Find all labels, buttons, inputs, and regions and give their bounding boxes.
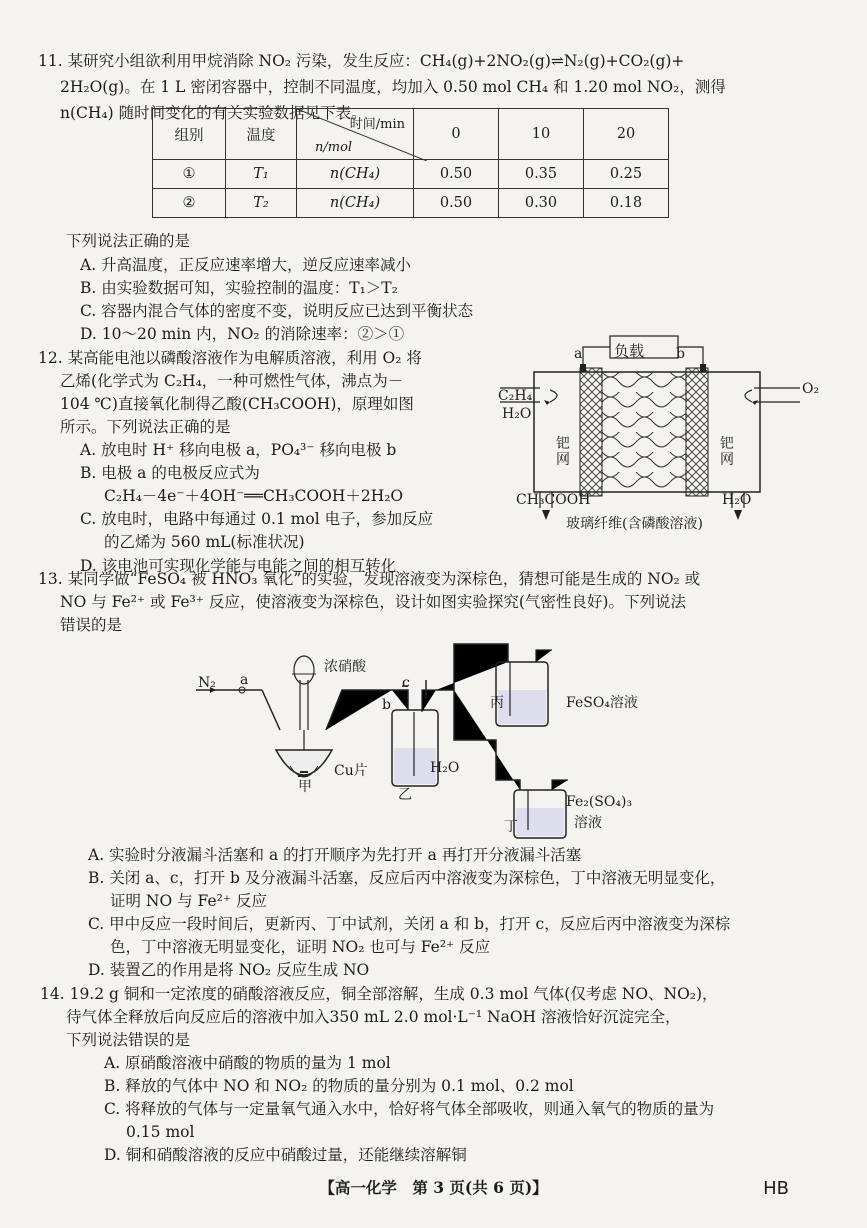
- q14-option-b: B. 释放的气体中 NO 和 NO₂ 的物质的量分别为 0.1 mol、0.2 mol: [104, 1077, 574, 1095]
- flask-jia-label: 甲: [298, 779, 312, 795]
- pd-mesh-left-label: 钯网: [556, 436, 570, 469]
- valve-b-label: b: [382, 697, 391, 713]
- q11-option-b: B. 由实验数据可知，实验控制的温度：T₁＞T₂: [80, 279, 398, 297]
- q12-line2: 乙烯(化学式为 C₂H₄，一种可燃性气体，沸点为－: [60, 372, 404, 390]
- table-time-20: 20: [584, 109, 669, 160]
- feso4-label: FeSO₄溶液: [566, 695, 638, 711]
- q13-option-a: A. 实验时分液漏斗活塞和 a 的打开顺序为先打开 a 再打开分液漏斗活塞: [88, 846, 582, 864]
- row-value: 0.18: [584, 189, 669, 218]
- row-id: ①: [153, 160, 226, 189]
- q13-option-b: B. 关闭 a、c，打开 b 及分液漏斗活塞，反应后丙中溶液变为深棕色，丁中溶液无明显变化，: [88, 869, 726, 887]
- water-out-label: H₂O: [722, 492, 752, 508]
- q14-option-c: C. 将释放的气体与一定量氧气通入水中，恰好将气体全部吸收，则通入氧气的物质的量为: [104, 1100, 715, 1118]
- row-qty: n(CH₄): [297, 160, 414, 189]
- q12-option-d: D. 该电池可实现化学能与电能之间的相互转化: [80, 557, 397, 575]
- q13-option-c: C. 甲中反应一段时间后，更新丙、丁中试剂，关闭 a 和 b，打开 c，反应后丙中溶液变为深棕: [88, 915, 731, 933]
- q11-line2: 2H₂O(g)。在 1 L 密闭容器中，控制不同温度，均加入 0.50 mol CH₄ 和 1.20 mol NO₂，测得: [60, 78, 726, 96]
- electrode-a-label: a: [574, 346, 583, 362]
- q14-option-d: D. 铜和硝酸溶液的反应中硝酸过量，还能继续溶解铜: [104, 1146, 467, 1164]
- glass-fiber-caption: 玻璃纤维(含磷酸溶液): [566, 516, 703, 532]
- q13-option-b-cont: 证明 NO 与 Fe²⁺ 反应: [110, 892, 267, 910]
- bottle-bing-label: 丙: [490, 695, 504, 711]
- table-time-10: 10: [499, 109, 584, 160]
- q14-option-a: A. 原硝酸溶液中硝酸的物质的量为 1 mol: [104, 1054, 391, 1072]
- q12-option-a: A. 放电时 H⁺ 移向电极 a，PO₄³⁻ 移向电极 b: [80, 441, 397, 459]
- row-value: 0.50: [414, 160, 499, 189]
- table-row: [153, 189, 669, 218]
- q11-option-d: D. 10～20 min 内，NO₂ 的消除速率：②＞①: [80, 325, 405, 343]
- oxygen-label: O₂: [802, 381, 820, 397]
- row-id: ②: [153, 189, 226, 218]
- electrode-b-label: b: [676, 346, 685, 362]
- conc-nitric-acid-label: 浓硝酸: [324, 659, 366, 675]
- q13-option-c-cont: 色，丁中溶液无明显变化，证明 NO₂ 也可与 Fe²⁺ 反应: [110, 938, 491, 956]
- water-label: H₂O: [430, 760, 460, 776]
- apparatus-diagram: [196, 640, 656, 840]
- q13-option-d: D. 装置乙的作用是将 NO₂ 反应生成 NO: [88, 961, 370, 979]
- q12-option-b-equation: C₂H₄－4e⁻＋4OH⁻══CH₃COOH＋2H₂O: [104, 487, 404, 505]
- row-value: 0.35: [499, 160, 584, 189]
- q12-option-c: C. 放电时，电路中每通过 0.1 mol 电子，参加反应: [80, 510, 434, 528]
- table-header-unit: n/mol: [315, 140, 353, 155]
- ethylene-label: C₂H₄: [498, 388, 533, 404]
- corner-code: HB: [763, 1178, 789, 1199]
- q11-data-table: [152, 108, 669, 218]
- row-value: 0.25: [584, 160, 669, 189]
- table-header-time: 时间/min: [349, 117, 405, 132]
- copper-label: Cu片: [334, 763, 368, 779]
- load-label: 负载: [614, 342, 645, 360]
- q14-line2: 待气体全释放后向反应后的溶液中加入350 mL 2.0 mol·L⁻¹ NaOH 溶液恰好沉淀完全，: [66, 1008, 681, 1026]
- q11-line3: n(CH₄) 随时间变化的有关实验数据见下表。: [60, 104, 367, 122]
- q11-line1: 11. 某研究小组欲利用甲烷消除 NO₂ 污染，发生反应：CH₄(g)+2NO₂(g)⇌N₂(g)+CO₂(g)+: [38, 52, 685, 70]
- bottle-ding-label: 丁: [504, 819, 518, 835]
- acetic-acid-out-label: CH₃COOH: [516, 492, 591, 508]
- q11-option-c: C. 容器内混合气体的密度不变，说明反应已达到平衡状态: [80, 302, 474, 320]
- row-value: 0.30: [499, 189, 584, 218]
- q14-line1: 14. 19.2 g 铜和一定浓度的硝酸溶液反应，铜全部溶解，生成 0.3 mol 气体(仅考虑 NO、NO₂)，: [40, 985, 718, 1003]
- table-header-group: 组别: [153, 109, 226, 160]
- fe2so43-label: Fe₂(SO₄)₃: [566, 794, 633, 810]
- q12-option-c-cont: 的乙烯为 560 mL(标准状况): [104, 533, 305, 551]
- q13-line2: NO 与 Fe²⁺ 或 Fe³⁺ 反应，使溶液变为深棕色，设计如图实验探究(气密性良好)。下列说法: [60, 593, 686, 611]
- pd-mesh-right-label: 钯网: [720, 436, 734, 469]
- q11-stem: 下列说法正确的是: [66, 232, 191, 250]
- table-header-temp: 温度: [226, 109, 297, 160]
- table-header-diagonal: [297, 109, 414, 160]
- valve-a-label: a: [240, 672, 249, 688]
- solution-label: 溶液: [574, 815, 602, 831]
- row-qty: n(CH₄): [297, 189, 414, 218]
- valve-c-label: c: [402, 675, 410, 691]
- q12-line3: 104 ℃)直接氧化制得乙酸(CH₃COOH)，原理如图: [60, 395, 414, 413]
- q11-option-a: A. 升高温度，正反应速率增大，逆反应速率减小: [80, 256, 412, 274]
- row-value: 0.50: [414, 189, 499, 218]
- q13-line3: 错误的是: [60, 616, 123, 634]
- bottle-yi-label: 乙: [398, 787, 412, 803]
- table-time-0: 0: [414, 109, 499, 160]
- q13-line1: 13. 某同学做“FeSO₄ 被 HNO₃ 氧化”的实验，发现溶液变为深棕色，猜想可能是生成的 NO₂ 或: [38, 570, 701, 588]
- q12-option-b: B. 电极 a 的电极反应式为: [80, 464, 260, 482]
- row-temp: T₂: [226, 189, 297, 218]
- n2-label: N₂: [198, 675, 216, 691]
- q12-line1: 12. 某高能电池以磷酸溶液作为电解质溶液，利用 O₂ 将: [38, 349, 422, 367]
- page-footer: 【高一化学 第 3 页(共 6 页)】: [319, 1178, 548, 1197]
- table-row: [153, 160, 669, 189]
- row-temp: T₁: [226, 160, 297, 189]
- q14-line3: 下列说法错误的是: [66, 1031, 191, 1049]
- q12-line4: 所示。下列说法正确的是: [60, 418, 231, 436]
- water-in-label: H₂O: [502, 406, 532, 422]
- q14-option-c-cont: 0.15 mol: [126, 1123, 195, 1141]
